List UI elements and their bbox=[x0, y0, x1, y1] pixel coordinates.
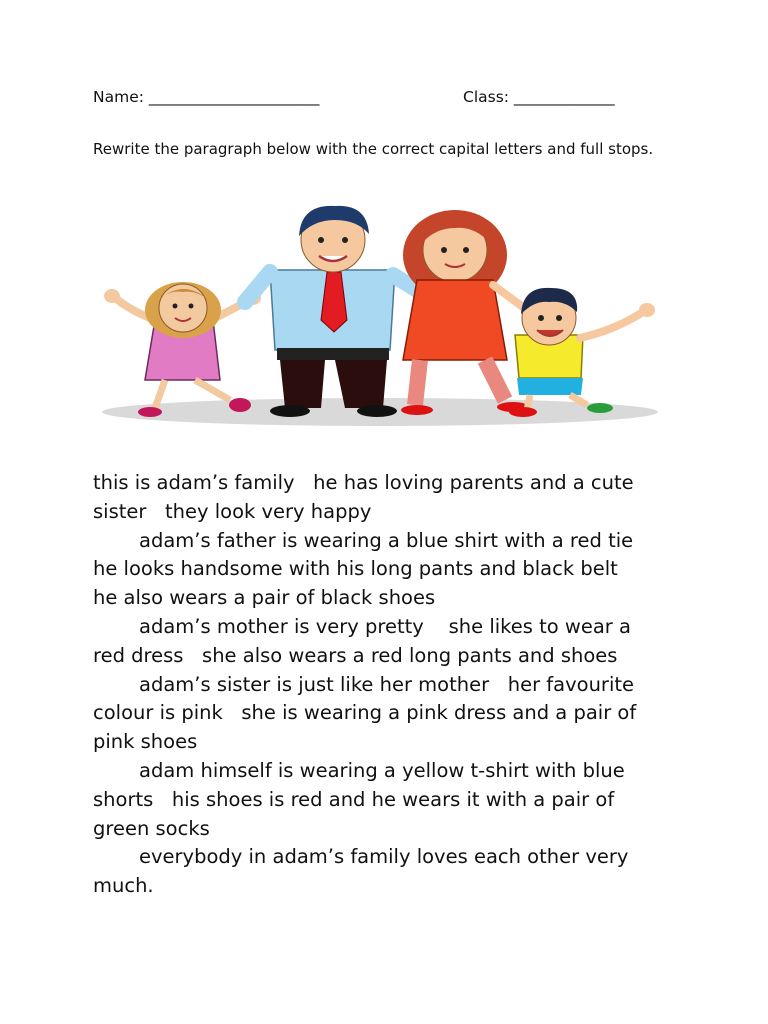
paragraph-line: adam’s mother is very pretty she likes to wear a bbox=[139, 614, 631, 638]
name-field: Name: ______________________ bbox=[93, 88, 320, 106]
father-figure bbox=[245, 206, 425, 417]
paragraph-line: pink shoes bbox=[93, 730, 198, 754]
adam-figure bbox=[509, 288, 655, 417]
paragraph-line: everybody in adam’s family loves each other very bbox=[139, 845, 629, 869]
paragraph-line: this is adam’s family he has loving parents and a cute bbox=[93, 471, 634, 494]
family-illustration-svg bbox=[95, 200, 675, 435]
class-field: Class: _____________ bbox=[463, 88, 615, 106]
paragraph-line: green socks bbox=[93, 816, 210, 840]
paragraph-line: shorts his shoes is red and he wears it with a pair of bbox=[93, 787, 615, 811]
paragraph-line: he also wears a pair of black shoes bbox=[93, 586, 436, 610]
family-illustration bbox=[95, 200, 675, 435]
paragraph-line: adam’s father is wearing a blue shirt with a red tie bbox=[139, 528, 634, 552]
paragraph-line: adam himself is wearing a yellow t-shirt with blue bbox=[139, 758, 625, 782]
mother-figure bbox=[401, 210, 529, 415]
instruction-text: Rewrite the paragraph below with the correct capital letters and full stops. bbox=[93, 140, 654, 158]
paragraph-line: much. bbox=[93, 874, 154, 898]
paragraph-line: adam’s sister is just like her mother her favourite bbox=[139, 672, 635, 696]
paragraph-to-correct bbox=[93, 469, 693, 901]
paragraph-line: red dress she also wears a red long pants and shoes bbox=[93, 643, 618, 667]
paragraph-line: he looks handsome with his long pants and black belt bbox=[93, 557, 618, 581]
paragraph-line: sister they look very happy bbox=[93, 499, 372, 523]
paragraph-line: colour is pink she is wearing a pink dress and a pair of bbox=[93, 701, 637, 725]
